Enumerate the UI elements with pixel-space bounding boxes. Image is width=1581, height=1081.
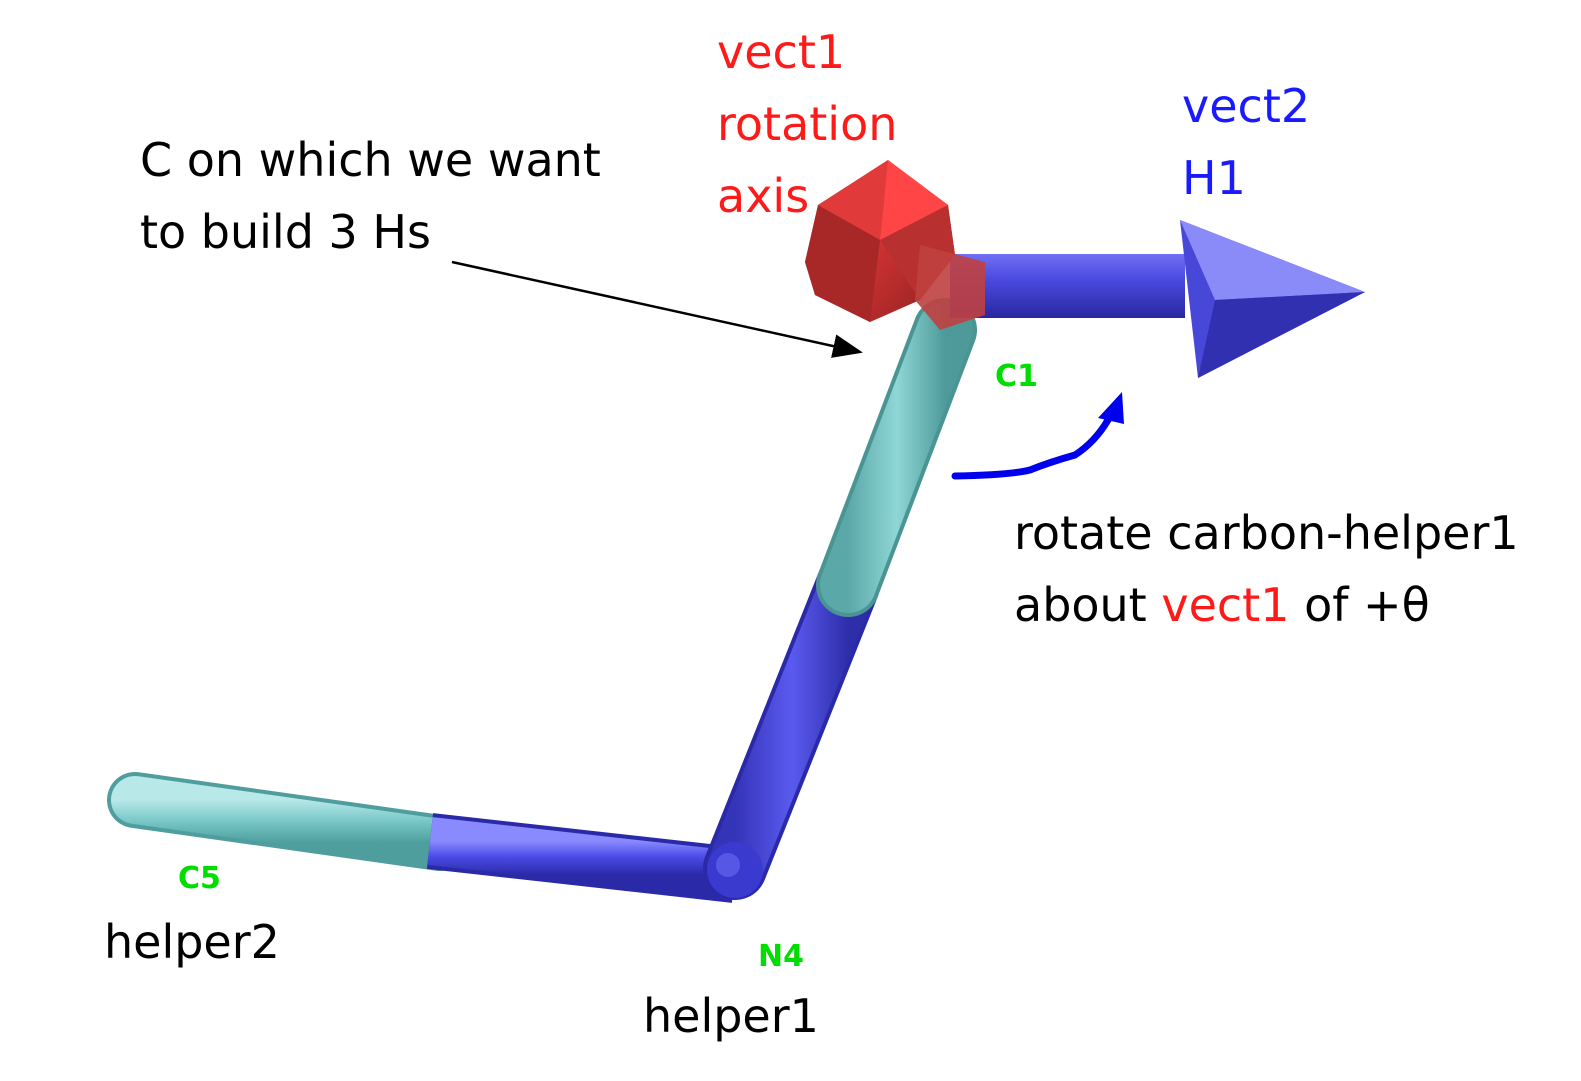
atom-label-c1: C1 [995,359,1038,394]
vect1-label-line3: axis [717,169,810,223]
atom-label-n4: N4 [758,939,804,974]
carbon-note [140,124,601,268]
bond-n4-c1 [707,330,945,898]
rotate-note-prefix: about [1014,578,1162,632]
vect2-label-line2: H1 [1182,151,1246,205]
rotate-note [1014,497,1519,641]
vect1-label-line1: vect1 [717,25,846,79]
vect2-label [1182,70,1310,214]
rotate-note-line2 [1014,569,1519,641]
vect1-label-line2: rotation [717,97,898,151]
rotate-note-vect1: vect1 [1161,578,1290,632]
bond-c5-n4 [135,800,735,875]
carbon-note-line2: to build 3 Hs [140,205,431,259]
rotation-arrow [955,392,1124,476]
pointer-arrow [452,262,860,352]
vect1-label [717,16,897,232]
atom-label-c5: C5 [178,861,221,896]
vect2-arrow [950,220,1365,378]
carbon-note-line1: C on which we want [140,133,601,187]
rotate-note-line1: rotate carbon-helper1 [1014,506,1519,560]
vect2-label-line1: vect2 [1182,79,1311,133]
helper2-label: helper2 [104,915,280,969]
rotate-note-suffix: of +θ [1289,578,1430,632]
helper1-label: helper1 [643,989,819,1043]
